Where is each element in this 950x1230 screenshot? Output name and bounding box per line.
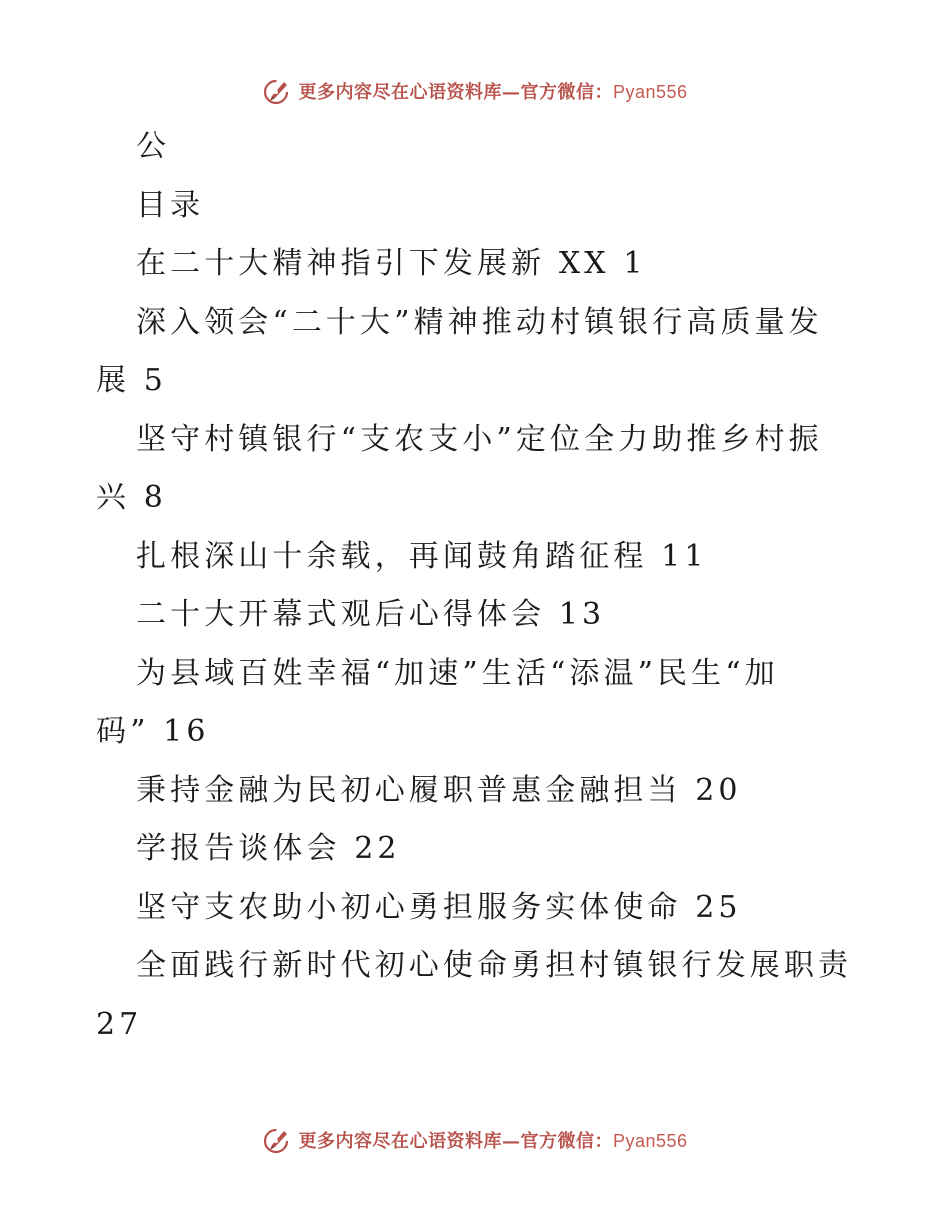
wechat-id: Pyan556 — [612, 1131, 688, 1151]
header-watermark — [0, 71, 950, 111]
toc-line: 27 — [96, 1006, 143, 1042]
footer-watermark — [0, 1120, 950, 1160]
pen-nib-logo-icon — [262, 1125, 292, 1155]
toc-line: 学报告谈体会 22 — [136, 831, 401, 866]
toc-line: 全面践行新时代初心使命勇担村镇银行发展职责 — [136, 948, 853, 983]
toc-line: 二十大开幕式观后心得体会 13 — [136, 597, 606, 632]
toc-line: 码” 16 — [96, 714, 210, 749]
toc-line: 深入领会“二十大”精神推动村镇银行高质量发 — [136, 304, 823, 340]
toc-line: 公 — [136, 129, 171, 164]
toc-line: 坚守村镇银行“支农支小”定位全力助推乡村振 — [136, 421, 823, 457]
toc-line: 在二十大精神指引下发展新 XX 1 — [136, 246, 647, 281]
toc-line: 兴 8 — [96, 480, 167, 515]
watermark-text: 更多内容尽在心语资料库—官方微信：Pyan556 — [298, 1131, 688, 1152]
toc-heading: 目录 — [136, 187, 205, 223]
toc-line: 坚守支农助小初心勇担服务实体使命 25 — [136, 889, 742, 925]
toc-line: 为县域百姓幸福“加速”生活“添温”民生“加 — [136, 655, 779, 691]
toc-line: 秉持金融为民初心履职普惠金融担当 20 — [136, 772, 742, 808]
pen-nib-logo-icon — [262, 76, 292, 106]
wechat-id: Pyan556 — [612, 82, 688, 102]
toc-line: 展 5 — [96, 363, 167, 398]
watermark-text: 更多内容尽在心语资料库—官方微信：Pyan556 — [298, 82, 688, 103]
table-of-contents — [96, 118, 856, 1054]
toc-line: 扎根深山十余载，再闻鼓角踏征程 11 — [136, 538, 708, 574]
